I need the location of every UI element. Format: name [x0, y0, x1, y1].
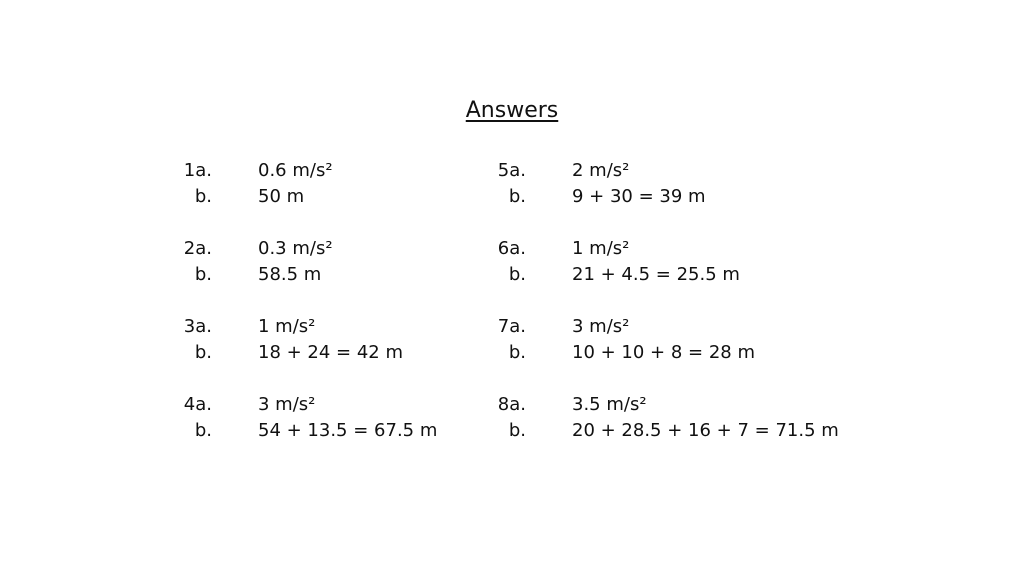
answer-label: b.: [194, 264, 212, 285]
answer-value: 3.5 m/s²: [572, 394, 647, 415]
answer-value: 10 + 10 + 8 = 28 m: [572, 342, 755, 363]
answer-value: 1 m/s²: [258, 316, 316, 337]
answer-label: b.: [194, 342, 212, 363]
answer-label: 7a.: [497, 316, 526, 337]
answer-label: 6a.: [497, 238, 526, 259]
answer-value: 0.3 m/s²: [258, 238, 333, 259]
answer-label: 1a.: [183, 160, 212, 181]
answer-label: 2a.: [183, 238, 212, 259]
answer-label: b.: [194, 186, 212, 207]
answer-label: b.: [194, 420, 212, 441]
answer-value: 58.5 m: [258, 264, 322, 285]
answer-value: 50 m: [258, 186, 305, 207]
answer-label: 5a.: [497, 160, 526, 181]
answer-value: 21 + 4.5 = 25.5 m: [572, 264, 740, 285]
page-title: Answers: [465, 98, 559, 123]
answer-value: 20 + 28.5 + 16 + 7 = 71.5 m: [572, 420, 839, 441]
answer-label: 8a.: [497, 394, 526, 415]
answer-value: 2 m/s²: [572, 160, 630, 181]
answer-label: 3a.: [183, 316, 212, 337]
answer-label: 4a.: [183, 394, 212, 415]
answer-value: 3 m/s²: [572, 316, 630, 337]
answer-value: 1 m/s²: [572, 238, 630, 259]
answer-label: b.: [508, 264, 526, 285]
answer-value: 54 + 13.5 = 67.5 m: [258, 420, 438, 441]
answer-label: b.: [508, 342, 526, 363]
answer-value: 0.6 m/s²: [258, 160, 333, 181]
answer-label: b.: [508, 186, 526, 207]
answer-label: b.: [508, 420, 526, 441]
answer-value: 18 + 24 = 42 m: [258, 342, 404, 363]
answer-value: 9 + 30 = 39 m: [572, 186, 706, 207]
answer-value: 3 m/s²: [258, 394, 316, 415]
